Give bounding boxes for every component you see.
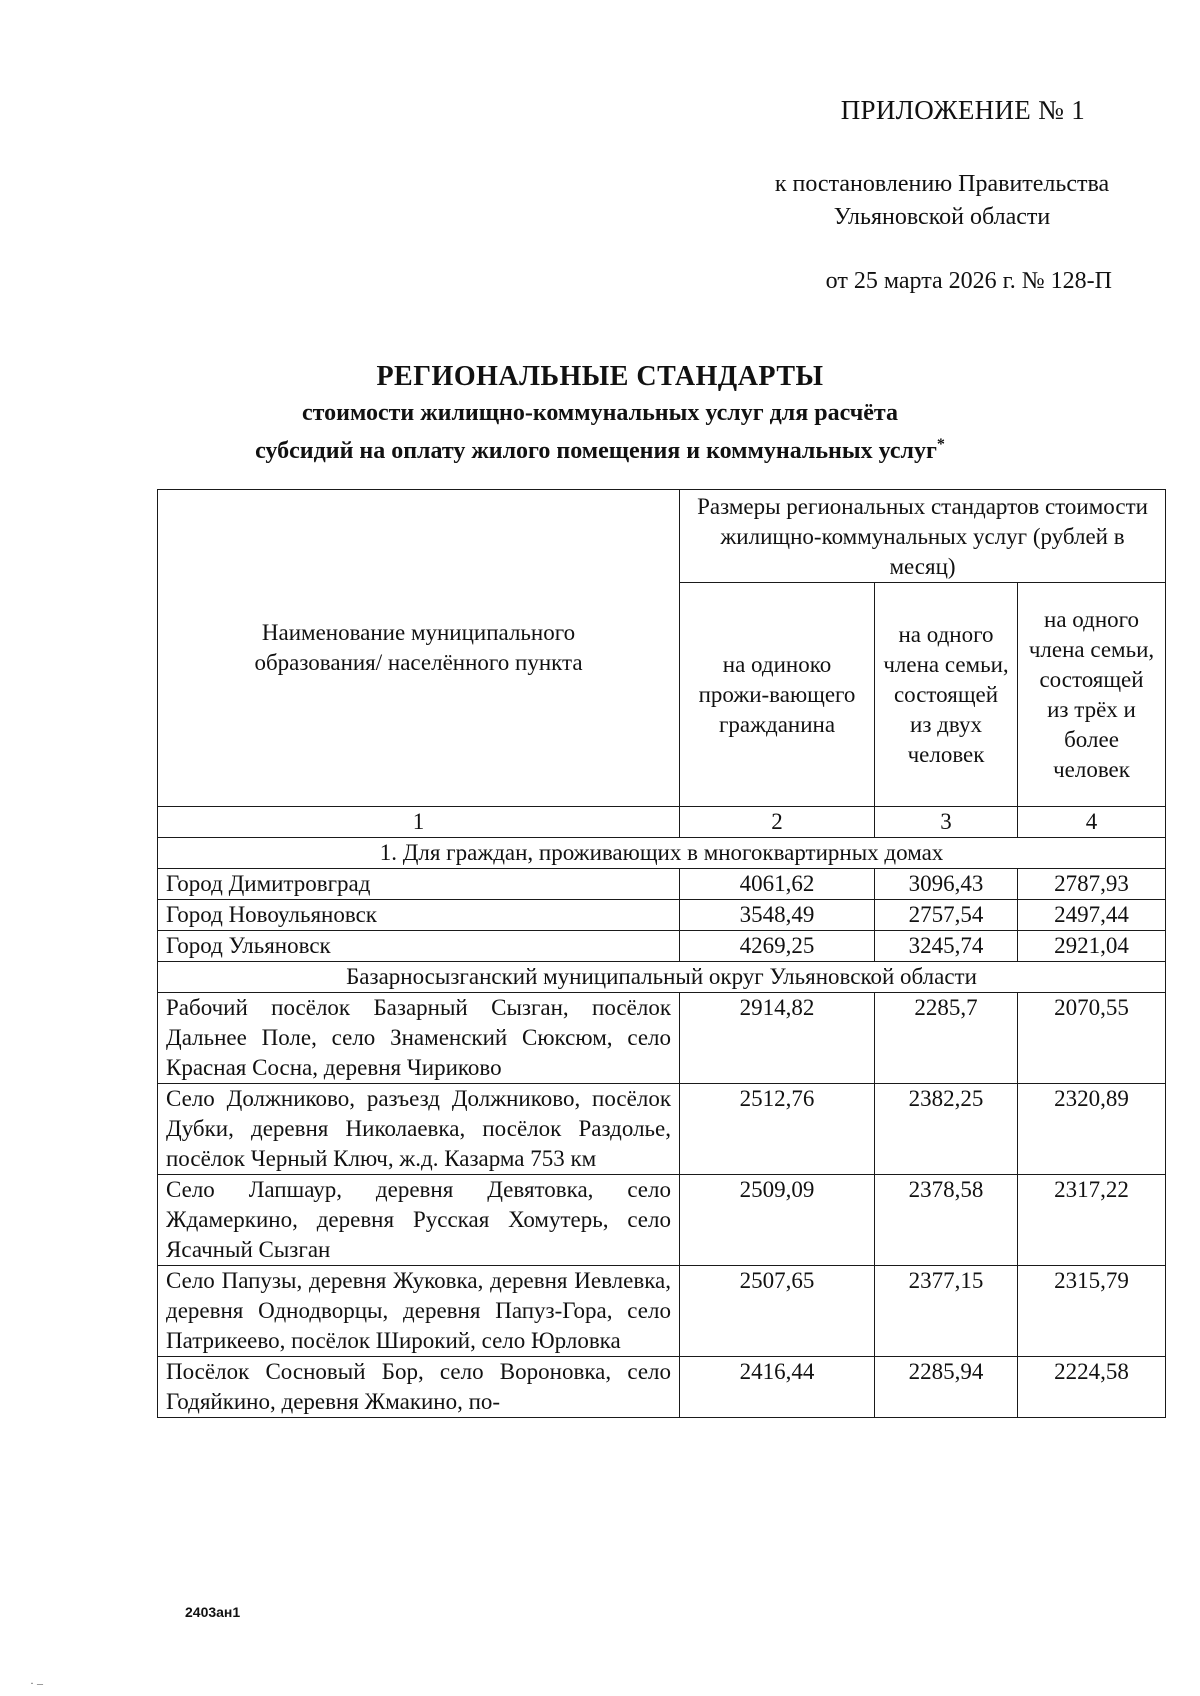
value-single: 4269,25 bbox=[680, 931, 875, 962]
table-row bbox=[158, 931, 1166, 962]
value-three-plus: 2320,89 bbox=[1018, 1084, 1166, 1175]
table-row bbox=[158, 900, 1166, 931]
value-single: 2509,09 bbox=[680, 1175, 875, 1266]
value-three-plus: 2317,22 bbox=[1018, 1175, 1166, 1266]
decree-reference bbox=[0, 168, 1152, 234]
value-three-plus: 2497,44 bbox=[1018, 900, 1166, 931]
group-header: Размеры региональных стандартов стоимости жилищно-коммунальных услуг (рублей в месяц) bbox=[680, 490, 1166, 583]
city-name: Город Новоульяновск bbox=[158, 900, 680, 931]
table-row bbox=[158, 1357, 1166, 1418]
settlement-name: Посёлок Сосновый Бор, село Вороновка, село Годяйкино, деревня Жмакино, по- bbox=[158, 1357, 680, 1418]
column-numbers-row bbox=[158, 807, 1166, 838]
col2-header: на одиноко прожи-вающего гражданина bbox=[680, 583, 875, 807]
settlement-name: Село Должниково, разъезд Должниково, посёлок Дубки, деревня Николаевка, посёлок Раздолье, посёлок Черный Ключ, ж.д. Казарма 753 км bbox=[158, 1084, 680, 1175]
col-number: 4 bbox=[1018, 807, 1166, 838]
value-two-person: 2285,7 bbox=[875, 993, 1018, 1084]
table-row bbox=[158, 869, 1166, 900]
value-two-person: 2757,54 bbox=[875, 900, 1018, 931]
section-title: 1. Для граждан, проживающих в многоквартирных домах bbox=[158, 838, 1166, 869]
value-two-person: 3096,43 bbox=[875, 869, 1018, 900]
value-single: 4061,62 bbox=[680, 869, 875, 900]
subtitle-line-2 bbox=[0, 429, 1200, 467]
section-row bbox=[158, 838, 1166, 869]
value-two-person: 3245,74 bbox=[875, 931, 1018, 962]
col1-header: Наименование муниципального образования/ населённого пункта bbox=[158, 490, 680, 807]
city-name: Город Димитровград bbox=[158, 869, 680, 900]
col-number: 3 bbox=[875, 807, 1018, 838]
value-three-plus: 2921,04 bbox=[1018, 931, 1166, 962]
value-single: 3548,49 bbox=[680, 900, 875, 931]
value-three-plus: 2787,93 bbox=[1018, 869, 1166, 900]
col-number: 2 bbox=[680, 807, 875, 838]
subtitle-line-2-text: субсидий на оплату жилого помещения и коммунальных услуг bbox=[255, 438, 937, 464]
footnote-mark: * bbox=[936, 436, 945, 453]
value-three-plus: 2224,58 bbox=[1018, 1357, 1166, 1418]
settlement-name: Село Папузы, деревня Жуковка, деревня Иевлевка, деревня Однодворцы, деревня Папуз-Гора, село Патрикеево, посёлок Широкий, село Юрловка bbox=[158, 1266, 680, 1357]
document-title: РЕГИОНАЛЬНЫЕ СТАНДАРТЫ bbox=[376, 361, 824, 392]
value-single: 2416,44 bbox=[680, 1357, 875, 1418]
value-two-person: 2377,15 bbox=[875, 1266, 1018, 1357]
table-row bbox=[158, 1175, 1166, 1266]
document-code: 2403ан1 bbox=[185, 1604, 241, 1620]
subtitle-line-1: стоимости жилищно-коммунальных услуг для расчёта bbox=[301, 400, 899, 426]
appendix-title: ПРИЛОЖЕНИЕ № 1 bbox=[840, 95, 1085, 125]
value-single: 2512,76 bbox=[680, 1084, 875, 1175]
decree-line-2: Ульяновской области bbox=[833, 204, 1051, 230]
value-three-plus: 2315,79 bbox=[1018, 1266, 1166, 1357]
document-subtitle bbox=[0, 397, 1200, 467]
district-title: Базарносызганский муниципальный округ Ульяновской области bbox=[158, 962, 1166, 993]
value-single: 2507,65 bbox=[680, 1266, 875, 1357]
col3-header: на одного члена семьи, состоящей из двух человек bbox=[875, 583, 1018, 807]
table-row bbox=[158, 1084, 1166, 1175]
city-name: Город Ульяновск bbox=[158, 931, 680, 962]
col4-header: на одного члена семьи, состоящей из трёх и более человек bbox=[1018, 583, 1166, 807]
table-row bbox=[158, 1266, 1166, 1357]
value-two-person: 2382,25 bbox=[875, 1084, 1018, 1175]
value-single: 2914,82 bbox=[680, 993, 875, 1084]
value-two-person: 2378,58 bbox=[875, 1175, 1018, 1266]
col-number: 1 bbox=[158, 807, 680, 838]
value-two-person: 2285,94 bbox=[875, 1357, 1018, 1418]
value-three-plus: 2070,55 bbox=[1018, 993, 1166, 1084]
scan-mark: · – bbox=[30, 1676, 43, 1690]
table-row bbox=[158, 993, 1166, 1084]
settlement-name: Рабочий посёлок Базарный Сызган, посёлок Дальнее Поле, село Знаменский Сюксюм, село Красная Сосна, деревня Чириково bbox=[158, 993, 680, 1084]
district-row bbox=[158, 962, 1166, 993]
decree-line-1: к постановлению Правительства bbox=[774, 171, 1110, 197]
standards-table bbox=[157, 489, 1166, 1418]
decree-date-number: от 25 марта 2026 г. № 128-П bbox=[825, 268, 1112, 294]
settlement-name: Село Лапшаур, деревня Девятовка, село Ждамеркино, деревня Русская Хомутерь, село Ясачный Сызган bbox=[158, 1175, 680, 1266]
